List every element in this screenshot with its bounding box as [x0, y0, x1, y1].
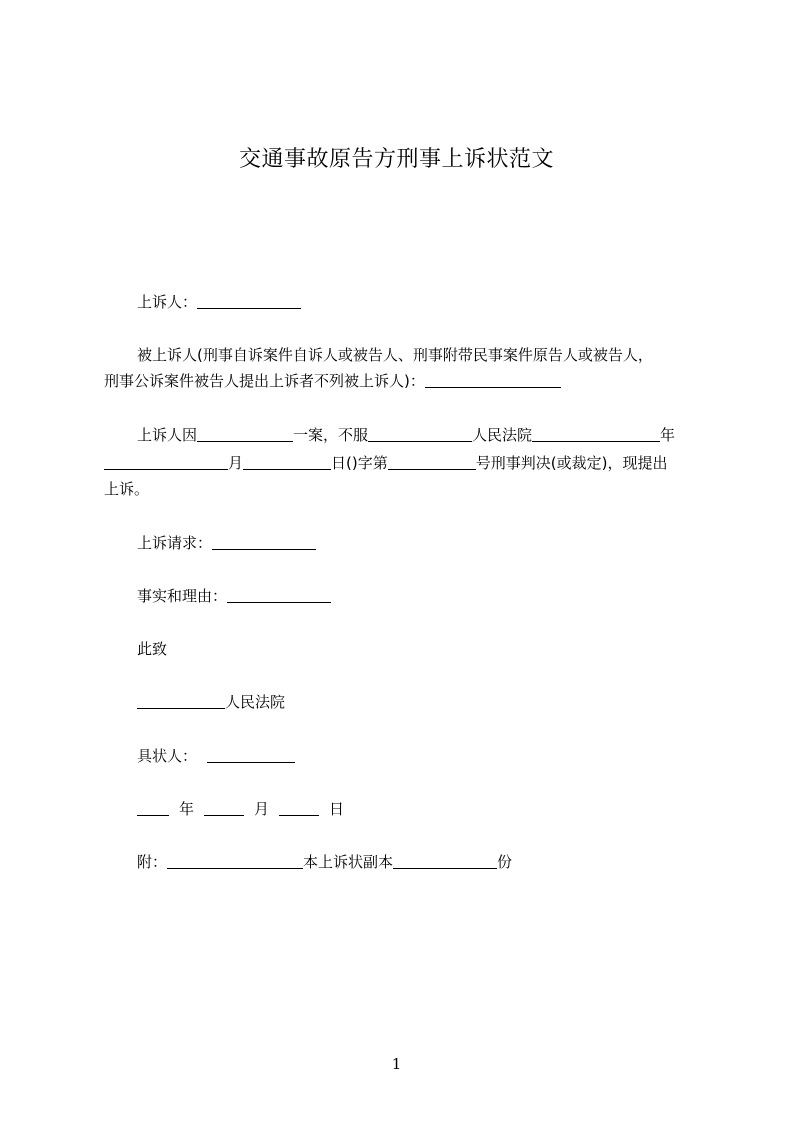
sign-year-blank[interactable] [137, 799, 169, 816]
recipient-court-blank[interactable] [137, 692, 225, 709]
sign-day-blank[interactable] [279, 799, 319, 816]
request-label: 上诉请求： [137, 534, 213, 552]
attachment-line [137, 850, 737, 875]
attachment-blank-2[interactable] [393, 852, 497, 869]
year-label: 年 [179, 800, 195, 818]
cause-text-7: 号刑事判决(或裁定)，现提出 [475, 454, 668, 472]
respondent-label: 刑事公诉案件被告人提出上诉者不列被上诉人)： [104, 372, 425, 390]
cause-text-4: 年 [660, 426, 676, 444]
cause-text-5: 月 [228, 454, 244, 472]
attachment-middle: 本上诉状副本 [303, 853, 394, 871]
respondent-line-1: 被上诉人(刑事自诉案件自诉人或被告人、刑事附带民事案件原告人或被告人， [137, 346, 653, 364]
appellant-label: 上诉人： [137, 293, 198, 311]
cause-line-1 [137, 423, 737, 448]
case-name-blank[interactable] [197, 425, 293, 442]
day-blank[interactable] [243, 453, 331, 470]
attachment-label: 附： [137, 853, 168, 871]
request-line [137, 531, 737, 556]
cause-text-6: 日()字第 [331, 454, 388, 472]
respondent-blank[interactable] [425, 371, 561, 388]
signer-label: 具状人： [137, 747, 198, 765]
cause-text-2: 一案，不服 [293, 426, 369, 444]
document-title: 交通事故原告方刑事上诉状范文 [238, 147, 554, 172]
cause-line-2 [104, 451, 704, 476]
day-label: 日 [329, 800, 345, 818]
page-number: 1 [391, 1055, 402, 1073]
court-suffix: 人民法院 [225, 693, 286, 711]
month-label: 月 [254, 800, 270, 818]
cause-text-1: 上诉人因 [137, 426, 198, 444]
appellant-blank[interactable] [197, 292, 301, 309]
month-blank[interactable] [104, 453, 228, 470]
appellant-line [137, 290, 737, 315]
court-blank[interactable] [368, 425, 472, 442]
sign-month-blank[interactable] [204, 799, 244, 816]
salutation: 此致 [137, 640, 168, 658]
case-number-blank[interactable] [388, 453, 476, 470]
signer-line [137, 744, 737, 769]
facts-line [137, 584, 737, 609]
date-line [137, 797, 737, 822]
respondent-line-2 [104, 369, 704, 394]
facts-label: 事实和理由： [137, 587, 228, 605]
attachment-blank-1[interactable] [167, 852, 303, 869]
year-blank[interactable] [532, 425, 660, 442]
attachment-suffix: 份 [497, 853, 513, 871]
request-blank[interactable] [212, 533, 316, 550]
facts-blank[interactable] [227, 586, 331, 603]
court-line [137, 690, 737, 715]
cause-text-3: 人民法院 [472, 426, 533, 444]
cause-line-3: 上诉。 [104, 480, 150, 498]
signer-blank[interactable] [207, 746, 295, 763]
